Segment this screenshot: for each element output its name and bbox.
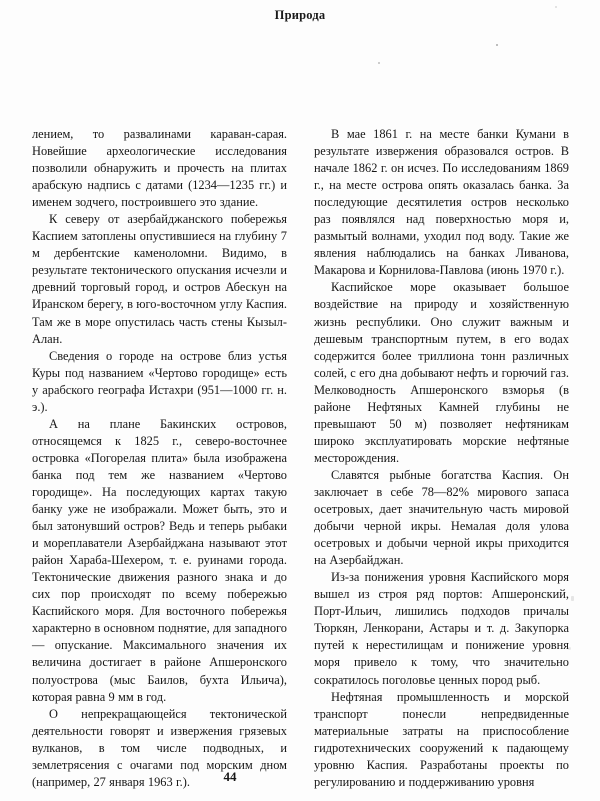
paragraph: Сведения о городе на острове близ устья Куры под названием «Чертово городище» есть у арабского географа Истахри (951—1000 гг. н. э.). xyxy=(32,348,287,414)
running-head: Природа xyxy=(274,8,326,22)
paragraph: О непрекращающейся тектонической деятельности говорят и извержения грязевых вулканов, в том числе подводных, и землетрясения с очагами под морским дном (например, 27 января 1963 г.). xyxy=(32,706,287,789)
page-number: 44 xyxy=(223,769,237,784)
scan-speck xyxy=(378,62,380,64)
scan-speck xyxy=(571,596,574,601)
paragraph: В мае 1861 г. на месте банки Кумани в результате извержения образовался остров. В начале 1862 г. он исчез. По исследованиям 1869 г., на месте острова опять оказалась банка. За последующие десятилетия остров несколько раз появлялся над поверхностью моря и, размытый волнами, уходил под воду. Такие же явления наблюдались на банках Ливанова, Макарова и Корнилова-Павлова (июнь 1970 г.). xyxy=(314,127,569,278)
paragraph: Каспийское море оказывает большое воздействие на природу и хозяйственную жизнь республики. Оно служит важным и дешевым транспортным путем, в его водах содержится более триллиона тонн различных солей, с его дна добывают нефть и горючий газ. Мелководность Апшеронского взморья (в районе Нефтяных Камней глубины не превышают 50 м) позволяет нефтяникам широко эксплуатировать морские нефтяные месторождения. xyxy=(314,280,569,465)
right-text-column xyxy=(314,126,569,791)
paragraph: лением, то развалинами караван-сарая. Новейшие археологические исследования позволили обнаружить и прочесть на плитах арабскую надпись с датами (1234—1235 гг.) и именем зодчего, построившего это здание. xyxy=(32,127,287,210)
paragraph: Нефтяная промышленность и морской транспорт понесли непредвиденные материальные затраты на приспособление гидротехнических сооружений к падающему уровню Каспия. Разработаны проекты по регулированию и поддерживанию уровня xyxy=(314,689,569,789)
scan-speck xyxy=(496,44,498,46)
paragraph: Славятся рыбные богатства Каспия. Он заключает в себе 78—82% мирового запаса осетровых, дает значительную часть мировой добычи черной икры. Немалая доля улова осетровых и добычи черной икры приходится на Азербайджан. xyxy=(314,467,569,568)
paragraph: К северу от азербайджанского побережья Каспием затоплены опустившиеся на глубину 7 м дербентские каменоломни. Видимо, в результате тектонического опускания исчезли и древний торговый город, и остров Абескун на Иранском берегу, в юго-восточном углу Каспия. Там же в море опустилась часть стены Кызыл-Алан. xyxy=(32,212,287,346)
left-text-column xyxy=(32,126,287,791)
paragraph: Из-за понижения уровня Каспийского моря вышел из строя ряд портов: Апшеронский, Порт-Ильич, лишились подходов причалы Тюркян, Ленкорани, Астары и т. д. Закупорка путей к нерестилищам и понижение уровня моря привело к тому, что значительно сократилось поголовье ценных пород рыб. xyxy=(314,570,569,687)
scan-speck xyxy=(555,6,557,8)
body-text-columns xyxy=(32,126,569,791)
paragraph: А на плане Бакинских островов, относящемся к 1825 г., северо-восточнее островка «Погорелая плита» была изображена банка под тем же названием «Чертово городище». На последующих картах такую банку уже не изображали. Может быть, это и был затонувший остров? Ведь и теперь рыбаки и мореплаватели Азербайджана называют этот район Хараба-Шехером, т. е. руинами города. Тектонические движения разного знака и до сих пор происходят по всему побережью Каспийского моря. Для восточного побережья характерно в основном поднятие, для западного — опускание. Максимального значения их величина достигает в районе Апшеронского полуострова (мыс Баилов, бухта Ильича), которая равна 9 мм в год. xyxy=(32,416,287,704)
